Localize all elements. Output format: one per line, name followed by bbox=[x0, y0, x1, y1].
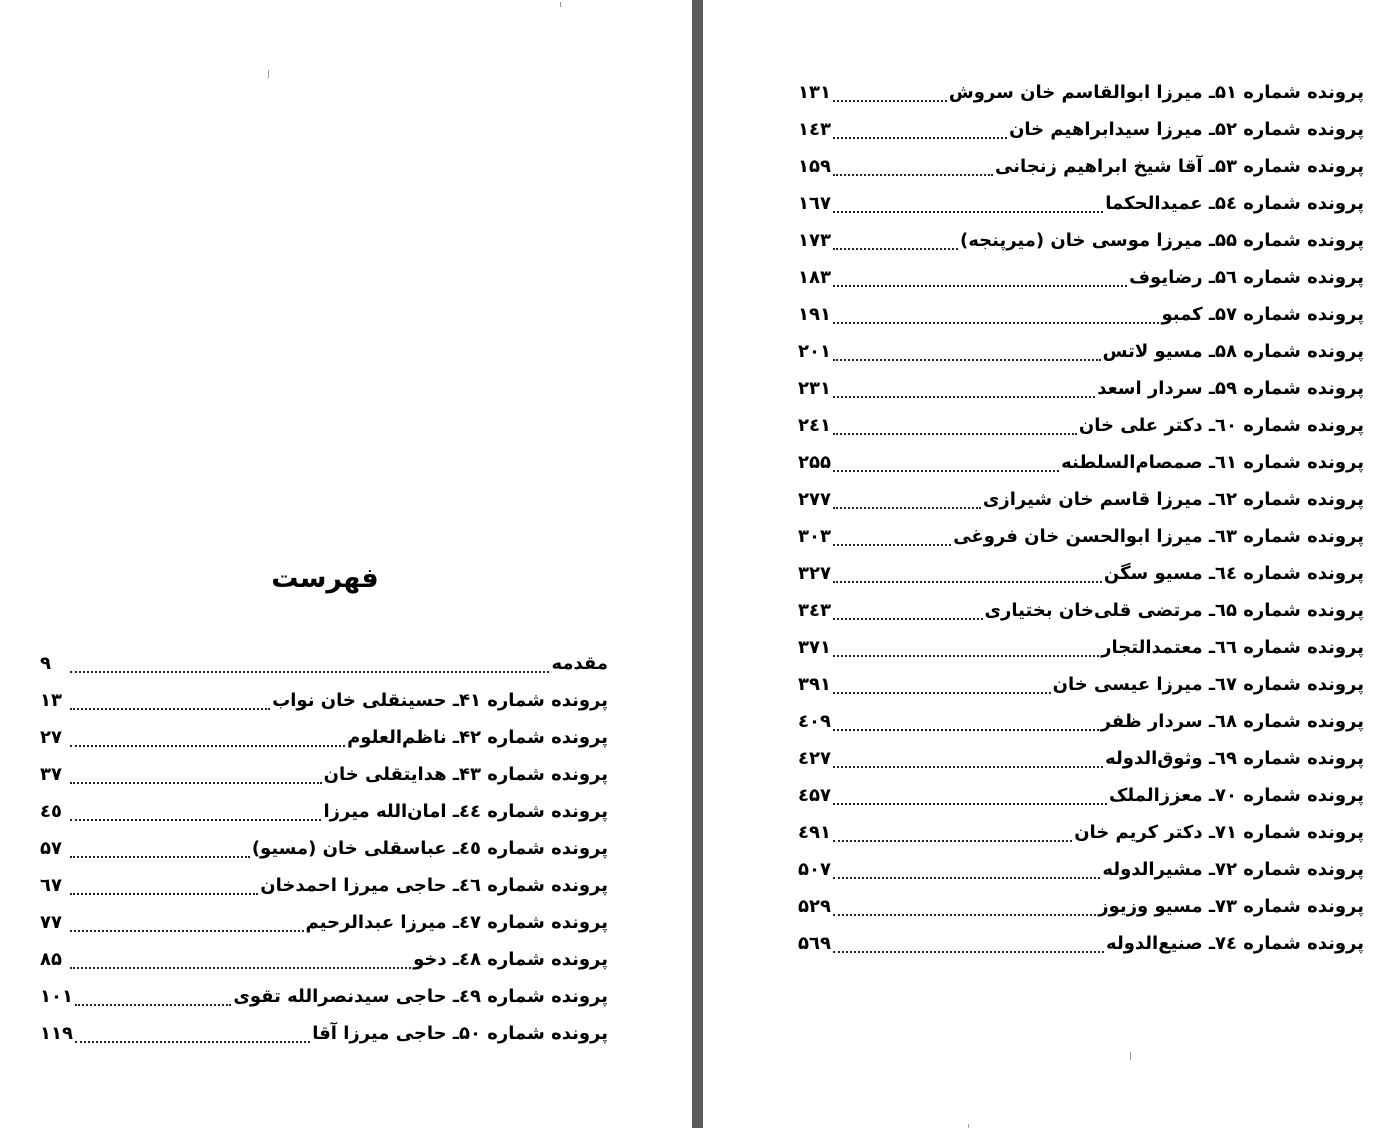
toc-entry-page-number: ۲۷ bbox=[40, 727, 62, 748]
toc-entry-page-number: ٦۷ bbox=[40, 875, 62, 896]
dot-leader bbox=[833, 877, 1100, 879]
toc-entry-title: پرونده شماره ۴۲ـ ناظم‌العلوم bbox=[347, 727, 608, 748]
toc-entry-page-number: ۲۵۵ bbox=[798, 452, 831, 473]
dot-leader bbox=[833, 655, 1099, 657]
toc-entry-title: پرونده شماره ۷۰ـ معززالملک bbox=[1108, 785, 1364, 806]
dot-leader bbox=[833, 544, 951, 546]
toc-entry[interactable] bbox=[40, 867, 608, 904]
toc-entry-title: پرونده شماره ۵٤ـ عمیدالحکما bbox=[1105, 193, 1364, 214]
toc-entry[interactable] bbox=[40, 645, 608, 682]
dot-leader bbox=[833, 137, 1007, 139]
toc-entry-page-number: ۲۰۱ bbox=[798, 341, 831, 362]
toc-entry[interactable] bbox=[798, 74, 1364, 111]
toc-entry[interactable] bbox=[40, 793, 608, 830]
dot-leader bbox=[833, 618, 983, 620]
toc-entry-page-number: ۲۷۷ bbox=[798, 489, 831, 510]
toc-entry-title: پرونده شماره ٦٨ـ سردار ظفر bbox=[1100, 711, 1364, 732]
toc-entry[interactable] bbox=[40, 756, 608, 793]
toc-entry-title: پرونده شماره ٦۲ـ میرزا قاسم خان شیرازی bbox=[982, 489, 1364, 510]
toc-entry-page-number: ۱٤۳ bbox=[798, 119, 831, 140]
toc-entry-title: پرونده شماره ۷۱ـ دکتر کریم خان bbox=[1074, 822, 1364, 843]
toc-entry-page-number: ۳۲۷ bbox=[798, 563, 831, 584]
toc-entry-page-number: ۲۳۱ bbox=[798, 378, 831, 399]
dot-leader bbox=[75, 1004, 231, 1006]
dot-leader bbox=[75, 1041, 310, 1043]
toc-entry-page-number: ۱۵۹ bbox=[798, 156, 831, 177]
toc-entry[interactable] bbox=[40, 904, 608, 941]
toc-entry-page-number: ۹ bbox=[40, 653, 51, 674]
dot-leader bbox=[833, 100, 947, 102]
toc-entry[interactable] bbox=[40, 941, 608, 978]
toc-entry[interactable] bbox=[798, 925, 1364, 962]
toc-entry-title: پرونده شماره ۴۱ـ حسینقلی خان نواب bbox=[272, 690, 608, 711]
toc-entry-page-number: ۱٨۳ bbox=[798, 267, 831, 288]
dot-leader bbox=[70, 671, 549, 673]
toc-entry-page-number: ۳۹۱ bbox=[798, 674, 831, 695]
toc-entry[interactable] bbox=[798, 888, 1364, 925]
toc-entry-title: پرونده شماره ٤٨ـ دخو bbox=[413, 949, 608, 970]
dot-leader bbox=[833, 914, 1096, 916]
dot-leader bbox=[833, 803, 1107, 805]
toc-entry-title: پرونده شماره ٤۷ـ میرزا عبدالرحیم bbox=[305, 912, 608, 933]
toc-entry-title: پرونده شماره ٦٦ـ معتمدالتجار bbox=[1101, 637, 1364, 658]
toc-entry[interactable] bbox=[798, 592, 1364, 629]
toc-entry-title: پرونده شماره ٦٤ـ مسیو سگن bbox=[1103, 563, 1364, 584]
toc-entry-title: پرونده شماره ۵۵ـ میرزا موسی خان (میرپنجه) bbox=[960, 230, 1364, 251]
toc-entry[interactable] bbox=[798, 333, 1364, 370]
toc-heading: فهرست bbox=[271, 563, 379, 594]
dot-leader bbox=[833, 951, 1104, 953]
toc-entry[interactable] bbox=[798, 444, 1364, 481]
toc-entry-page-number: ۱۳ bbox=[40, 690, 62, 711]
dot-leader bbox=[70, 708, 270, 710]
toc-entry[interactable] bbox=[798, 777, 1364, 814]
scan-speck bbox=[968, 1124, 969, 1128]
toc-list-right bbox=[798, 74, 1364, 962]
dot-leader bbox=[833, 507, 981, 509]
toc-entry[interactable] bbox=[798, 629, 1364, 666]
toc-entry-title: پرونده شماره ٤۹ـ حاجی سیدنصرالله تقوی bbox=[233, 986, 608, 1007]
toc-entry[interactable] bbox=[40, 978, 608, 1015]
toc-entry-page-number: ٤۹۱ bbox=[798, 822, 831, 843]
toc-entry-title: پرونده شماره ۵۷ـ کمبو bbox=[1161, 304, 1364, 325]
dot-leader bbox=[833, 692, 1051, 694]
toc-entry-page-number: ۱۰۱ bbox=[40, 986, 73, 1007]
toc-entry[interactable] bbox=[40, 719, 608, 756]
dot-leader bbox=[833, 359, 1101, 361]
dot-leader bbox=[70, 930, 304, 932]
dot-leader bbox=[833, 840, 1072, 842]
toc-entry[interactable] bbox=[798, 481, 1364, 518]
toc-entry-title: پرونده شماره ٤٤ـ امان‌الله میرزا bbox=[323, 801, 608, 822]
toc-entry[interactable] bbox=[798, 370, 1364, 407]
toc-entry[interactable] bbox=[798, 111, 1364, 148]
toc-entry-page-number: ۱۱۹ bbox=[40, 1023, 73, 1044]
toc-entry-title: پرونده شماره ٦۵ـ مرتضی قلی‌خان بختیاری bbox=[984, 600, 1364, 621]
toc-entry[interactable] bbox=[798, 740, 1364, 777]
toc-entry-title: پرونده شماره ۴۳ـ هدایتقلی خان bbox=[323, 764, 608, 785]
dot-leader bbox=[70, 893, 258, 895]
toc-entry-title: پرونده شماره ۵٦ـ رضایوف bbox=[1129, 267, 1364, 288]
toc-entry-page-number: ٨۵ bbox=[40, 949, 62, 970]
toc-entry[interactable] bbox=[798, 555, 1364, 592]
toc-entry[interactable] bbox=[798, 851, 1364, 888]
toc-entry-page-number: ۳۷ bbox=[40, 764, 62, 785]
dot-leader bbox=[833, 729, 1099, 731]
toc-entry[interactable] bbox=[798, 518, 1364, 555]
toc-entry-page-number: ۱۷۳ bbox=[798, 230, 831, 251]
toc-entry-page-number: ۳٤۳ bbox=[798, 600, 831, 621]
toc-entry-page-number: ۵۷ bbox=[40, 838, 62, 859]
toc-entry-page-number: ۱۳۱ bbox=[798, 82, 831, 103]
scan-speck bbox=[1130, 1052, 1131, 1060]
toc-entry-title: پرونده شماره ٤٦ـ حاجی میرزا احمدخان bbox=[260, 875, 608, 896]
toc-entry-page-number: ۳۷۱ bbox=[798, 637, 831, 658]
toc-entry-page-number: ۲٤۱ bbox=[798, 415, 831, 436]
toc-entry-page-number: ۵٦۹ bbox=[798, 933, 831, 954]
toc-entry-title: پرونده شماره ۷٤ـ صنیع‌الدوله bbox=[1106, 933, 1364, 954]
toc-entry-title: پرونده شماره ٦۷ـ میرزا عیسی خان bbox=[1052, 674, 1364, 695]
toc-entry-title: پرونده شماره ۵۳ـ آقا شیخ ابراهیم زنجانی bbox=[995, 156, 1364, 177]
dot-leader bbox=[833, 396, 1095, 398]
toc-entry-title: پرونده شماره ۷۲ـ مشیرالدوله bbox=[1102, 859, 1364, 880]
toc-entry-title: پرونده شماره ۵۱ـ میرزا ابوالقاسم خان سروش bbox=[948, 82, 1364, 103]
dot-leader bbox=[833, 766, 1103, 768]
toc-entry[interactable] bbox=[798, 259, 1364, 296]
book-gutter bbox=[692, 0, 703, 1128]
toc-entry-page-number: ۵۲۹ bbox=[798, 896, 831, 917]
toc-entry[interactable] bbox=[40, 830, 608, 867]
toc-entry[interactable] bbox=[798, 407, 1364, 444]
dot-leader bbox=[833, 174, 993, 176]
toc-entry-page-number: ٤٥ bbox=[40, 801, 62, 822]
toc-entry-title: پرونده شماره ٦۰ـ دکتر علی خان bbox=[1078, 415, 1364, 436]
toc-entry-title: مقدمه bbox=[551, 653, 608, 674]
dot-leader bbox=[833, 581, 1102, 583]
toc-entry-title: پرونده شماره ۵۲ـ میرزا سیدابراهیم خان bbox=[1009, 119, 1364, 140]
toc-entry[interactable] bbox=[798, 222, 1364, 259]
toc-entry-page-number: ٤۰۹ bbox=[798, 711, 831, 732]
toc-entry-title: پرونده شماره ۷۳ـ مسیو وزیوز bbox=[1098, 896, 1364, 917]
toc-entry[interactable] bbox=[798, 666, 1364, 703]
dot-leader bbox=[70, 782, 322, 784]
dot-leader bbox=[833, 322, 1159, 324]
toc-entry-title: پرونده شماره ۵٨ـ مسیو لاتس bbox=[1102, 341, 1364, 362]
toc-entry[interactable] bbox=[798, 703, 1364, 740]
dot-leader bbox=[70, 745, 345, 747]
toc-entry[interactable] bbox=[798, 296, 1364, 333]
scan-speck bbox=[268, 70, 269, 78]
toc-entry[interactable] bbox=[798, 185, 1364, 222]
toc-entry-title: پرونده شماره ٦۱ـ صمصام‌السلطنه bbox=[1061, 452, 1364, 473]
dot-leader bbox=[833, 285, 1127, 287]
dot-leader bbox=[833, 470, 1059, 472]
toc-entry-title: پرونده شماره ٦۹ـ وثوق‌الدوله bbox=[1105, 748, 1364, 769]
dot-leader bbox=[70, 819, 321, 821]
toc-entry-title: پرونده شماره ۵۰ـ حاجی میرزا آقا bbox=[312, 1023, 608, 1044]
toc-entry[interactable] bbox=[798, 148, 1364, 185]
dot-leader bbox=[70, 967, 411, 969]
toc-entry-page-number: ۱٦۷ bbox=[798, 193, 831, 214]
toc-entry-page-number: ۱۹۱ bbox=[798, 304, 831, 325]
toc-entry-title: پرونده شماره ٤٥ـ عباسقلی خان (مسیو) bbox=[251, 838, 608, 859]
dot-leader bbox=[833, 433, 1077, 435]
dot-leader bbox=[833, 211, 1103, 213]
toc-entry[interactable] bbox=[40, 682, 608, 719]
dot-leader bbox=[70, 856, 250, 858]
scan-speck bbox=[560, 2, 561, 7]
toc-entry[interactable] bbox=[40, 1015, 608, 1052]
toc-entry-page-number: ۷۷ bbox=[40, 912, 62, 933]
toc-entry-page-number: ۳۰۳ bbox=[798, 526, 831, 547]
dot-leader bbox=[833, 248, 958, 250]
toc-list-left bbox=[40, 645, 608, 1052]
toc-entry-title: پرونده شماره ٦۳ـ میرزا ابوالحسن خان فروغی bbox=[953, 526, 1364, 547]
toc-entry-page-number: ٤۵۷ bbox=[798, 785, 831, 806]
toc-entry-page-number: ٤۲۷ bbox=[798, 748, 831, 769]
toc-entry-title: پرونده شماره ۵۹ـ سردار اسعد bbox=[1097, 378, 1364, 399]
toc-entry-page-number: ۵۰۷ bbox=[798, 859, 831, 880]
toc-entry[interactable] bbox=[798, 814, 1364, 851]
